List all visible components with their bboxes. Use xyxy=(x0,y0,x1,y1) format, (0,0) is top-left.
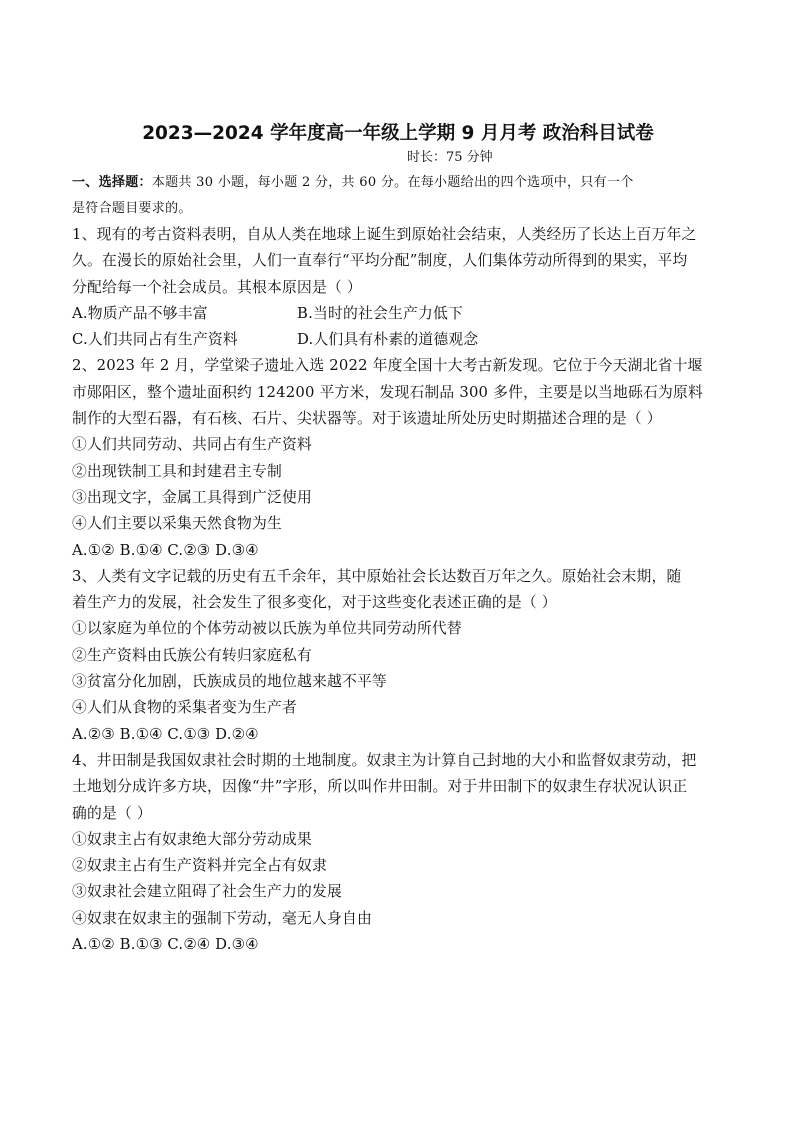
statement-item: ③出现文字，金属工具得到广泛使用 xyxy=(72,488,312,506)
option-c: C.人们共同占有生产资料 xyxy=(72,331,238,349)
question-stem-line: 久。在漫长的原始社会里，人们一直奉行“平均分配”制度，人们集体劳动所得到的果实，平均 xyxy=(72,252,688,270)
statement-item: ③奴隶社会建立阻碍了社会生产力的发展 xyxy=(72,883,342,901)
section-instructions xyxy=(72,170,724,222)
statement-item: ④人们从食物的采集者变为生产者 xyxy=(72,699,297,717)
option-d: D.人们具有朴素的道德观念 xyxy=(297,331,479,349)
answer-options: A.①② B.①③ C.②④ D.③④ xyxy=(72,936,259,954)
statement-item: ③贫富分化加剧，氏族成员的地位越来越不平等 xyxy=(72,673,387,691)
question-stem-line: 1、现有的考古资料表明，自从人类在地球上诞生到原始社会结束，人类经历了长达上百万年之 xyxy=(72,226,697,243)
question-stem-line: 4、井田制是我国奴隶社会时期的土地制度。奴隶主为计算自己封地的大小和监督奴隶劳动，把 xyxy=(72,751,697,769)
question-4 xyxy=(72,748,724,958)
section-instruction-line-2: 是符合题目要求的。 xyxy=(72,201,192,216)
question-stem-line: 确的是（ ） xyxy=(72,804,152,822)
option-row xyxy=(72,327,724,353)
answer-options: A.①② B.①④ C.②③ D.③④ xyxy=(72,541,259,559)
statement-item: ②生产资料由氏族公有转归家庭私有 xyxy=(72,646,312,664)
question-1 xyxy=(72,222,724,353)
statement-item: ④人们主要以采集天然食物为生 xyxy=(72,515,282,533)
question-2 xyxy=(72,353,724,563)
statement-item: ①奴隶主占有奴隶绝大部分劳动成果 xyxy=(72,830,312,848)
question-stem-line: 2、2023 年 2 月，学堂梁子遗址入选 2022 年度全国十大考古新发现。它位于今天湖北省十堰 xyxy=(72,357,703,375)
exam-content xyxy=(72,120,724,958)
section-label: 一、选择题： xyxy=(72,175,152,190)
question-stem-line: 着生产力的发展，社会发生了很多变化，对于这些变化表述正确的是（ ） xyxy=(72,594,557,612)
question-stem-line: 市郧阳区，整个遗址面积约 124200 平方米，发现石制品 300 多件，主要是以当地砾石为原料 xyxy=(72,383,704,401)
question-3 xyxy=(72,564,724,748)
statement-item: ①以家庭为单位的个体劳动被以氏族为单位共同劳动所代替 xyxy=(72,620,462,638)
statement-item: ④奴隶在奴隶主的强制下劳动，毫无人身自由 xyxy=(72,909,372,927)
exam-title: 2023—2024 学年度高一年级上学期 9 月月考 政治科目试卷 xyxy=(142,123,654,144)
option-row xyxy=(72,301,724,327)
statement-item: ②奴隶主占有生产资料并完全占有奴隶 xyxy=(72,857,327,875)
option-b: B.当时的社会生产力低下 xyxy=(297,304,463,322)
section-instruction-line-1: 本题共 30 小题，每小题 2 分，共 60 分。在每小题给出的四个选项中，只有一个 xyxy=(151,175,634,190)
question-stem-line: 土地划分成许多方块，因像“井”字形，所以叫作井田制。对于井田制下的奴隶生存状况认识正 xyxy=(72,778,688,796)
question-stem-line: 3、人类有文字记载的历史有五千余年，其中原始社会长达数百万年之久。原始社会末期，随 xyxy=(72,567,682,585)
statement-item: ①人们共同劳动、共同占有生产资料 xyxy=(72,436,312,454)
question-stem-line: 制作的大型石器，有石核、石片、尖状器等。对于该遗址所处历史时期描述合理的是（ ） xyxy=(72,410,662,428)
statement-item: ②出现铁制工具和封建君主专制 xyxy=(72,462,282,480)
exam-duration: 时长：75 分钟 xyxy=(407,150,493,165)
option-a: A.物质产品不够丰富 xyxy=(72,304,208,322)
answer-options: A.②③ B.①④ C.①③ D.②④ xyxy=(72,725,259,743)
question-stem-line: 分配给每一个社会成员。其根本原因是（ ） xyxy=(72,278,362,296)
